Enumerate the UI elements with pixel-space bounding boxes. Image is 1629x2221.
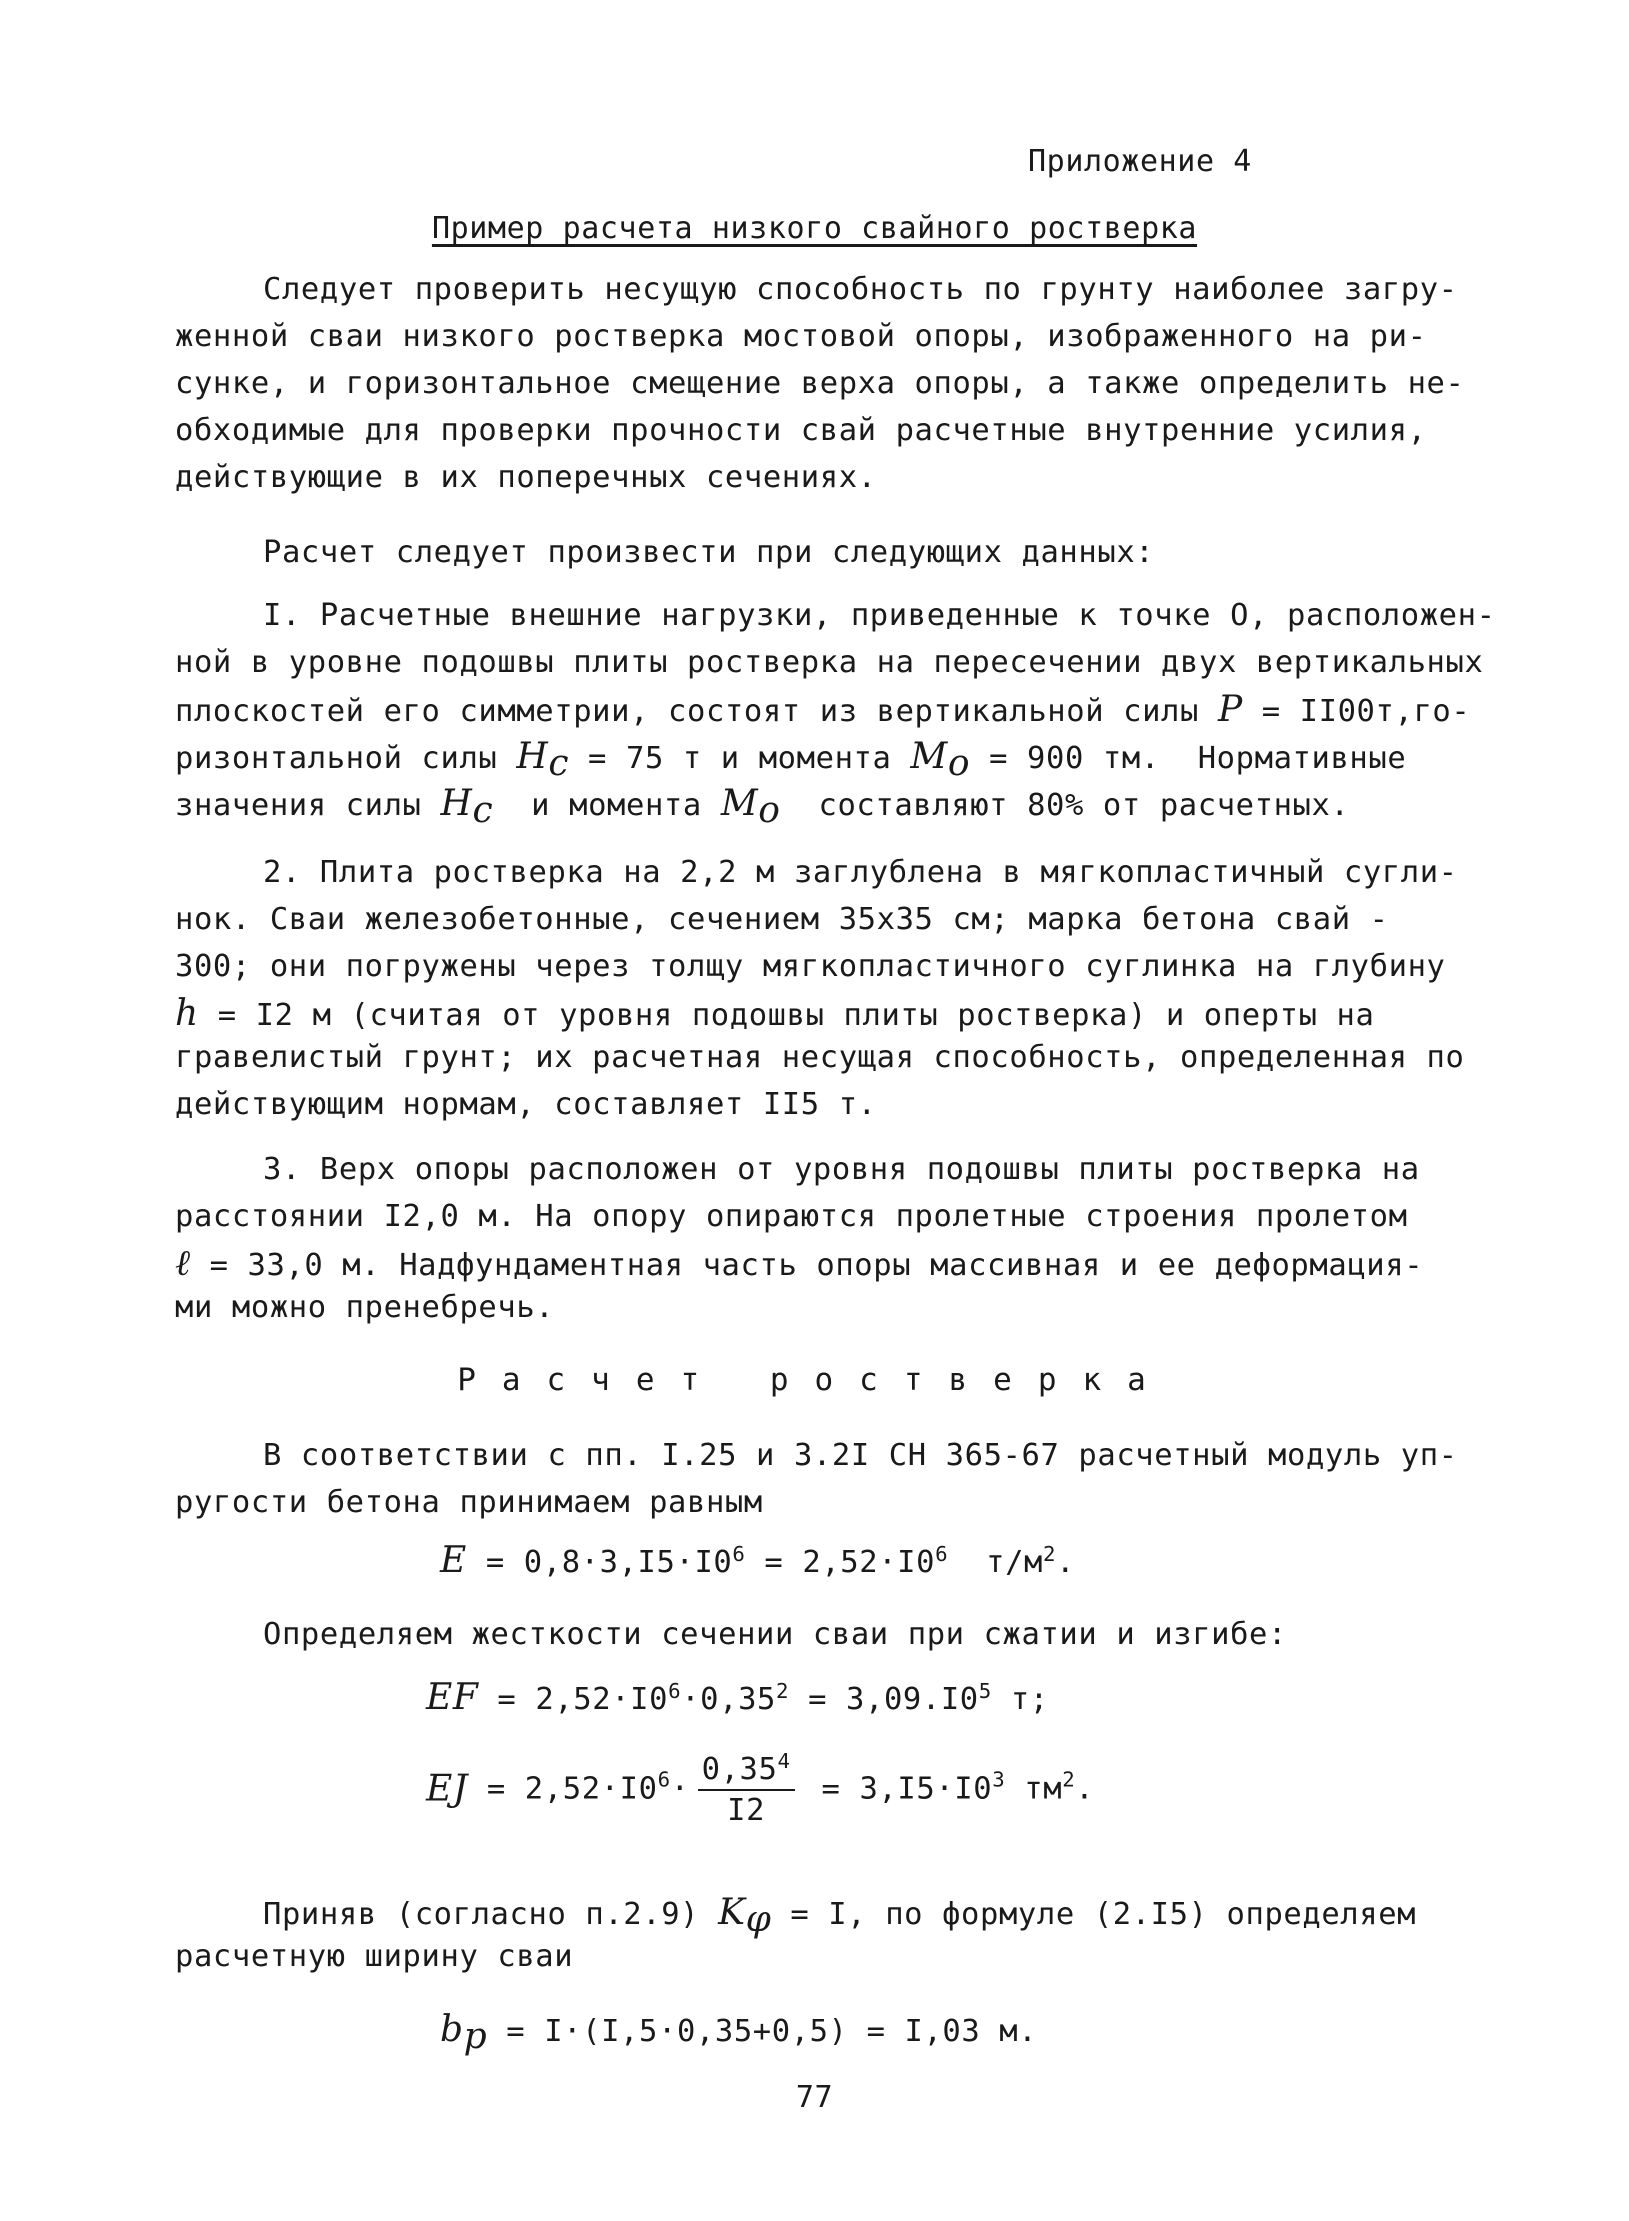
item1-line-2: ной в уровне подошвы плиты ростверка на пересечении двух вертикальных <box>175 645 1484 680</box>
item2-line-4: h = I2 м (считая от уровня подошвы плиты ростверка) и оперты на <box>175 993 1375 1034</box>
page-title-text: Пример расчета низкого свайного ростверка <box>431 211 1198 246</box>
intro-line-1: Следует проверить несущую способность по грунту наиболее загру- <box>263 272 1458 307</box>
item3-line-2: расстоянии I2,0 м. На опору опираются пролетные строения пролетом <box>175 1199 1408 1234</box>
page-number: 77 <box>795 2080 834 2115</box>
depth-h-symbol: h <box>175 993 199 1034</box>
item2-line-2: нок. Сваи железобетонные, сечением 35х35 см; марка бетона свай - <box>175 902 1389 937</box>
appendix-label: Приложение 4 <box>1028 144 1252 179</box>
intro-line-3: сунке, и горизонтальное смещение верха опоры, а также определить не- <box>175 366 1465 401</box>
calc-line-4: Приняв (согласно п.2.9) $K_\varphi = I$, по формуле (2.I5) определяем <box>263 1892 1417 1941</box>
item1-line-3: плоскостей его симметрии, состоят из вертикальной силы P = II00т,го- <box>175 689 1471 730</box>
equation-ef: EF = $2,52\cdot I0^6\cdot 0,35^2 = 3,09.I0^5$ т; <box>426 1677 1049 1718</box>
moment-m-symbol: M <box>910 736 948 777</box>
fraction: $\frac{0,35^4}{I2}$ <box>698 1750 795 1828</box>
item2-line-5: гравелистый грунт; их расчетная несущая способность, определенная по <box>175 1040 1465 1075</box>
equation-e: $E = 0,8\cdot 3,I5\cdot I0^6 = 2,52\cdot I0^6$ $т/м^2$. <box>440 1540 1076 1581</box>
item1-line-4: ризонтальной силы $H_c = 75$ т и момента $M_o = 900$ тм. Нормативные <box>175 736 1407 785</box>
force-p-symbol: P <box>1217 689 1243 730</box>
item2-line-1: 2. Плита ростверка на 2,2 м заглублена в мягкопластичный сугли- <box>263 855 1458 890</box>
section-heading: Расчет ростверка <box>457 1362 1172 1398</box>
calc-line-1: В соответствии с пп. I.25 и 3.2I СН 365-67 расчетный модуль уп- <box>263 1438 1458 1473</box>
item3-line-3: ℓ = 33,0 м. Надфундаментная часть опоры массивная и ее деформация- <box>175 1243 1424 1284</box>
intro-line-2: женной сваи низкого ростверка мостовой опоры, изображенного на ри- <box>175 319 1427 354</box>
item3-line-1: 3. Верх опоры расположен от уровня подошвы плиты ростверка на <box>263 1152 1420 1187</box>
intro-line-4: обходимые для проверки прочности свай расчетные внутренние усилия, <box>175 413 1427 448</box>
calc-line-2: ругости бетона принимаем равным <box>175 1485 763 1520</box>
item3-line-4: ми можно пренебречь. <box>175 1290 555 1325</box>
equation-ej: EJ = $2,52\cdot I0^6\cdot$ $\frac{0,35^4}{I2}$ = $3,I5\cdot I0^3$ $тм^2$. <box>426 1749 1095 1829</box>
item2-line-6: действующим нормам, составляет II5 т. <box>175 1087 877 1122</box>
data-intro: Расчет следует произвести при следующих данных: <box>263 535 1155 570</box>
item2-line-3: 300; они погружены через толщу мягкопластичного суглинка на глубину <box>175 949 1446 984</box>
coefficient-k-symbol: K <box>718 1892 746 1933</box>
calc-line-3: Определяем жесткости сечении сваи при сжатии и изгибе: <box>263 1617 1287 1652</box>
page-title <box>0 211 1629 246</box>
force-h-symbol: H <box>516 736 549 777</box>
span-l-symbol: ℓ <box>175 1243 191 1284</box>
equation-bp: $b_p = I\cdot(I,5\cdot 0,35+0,5) = I,03$ м. <box>440 2009 1038 2058</box>
calc-line-5: расчетную ширину сваи <box>175 1939 574 1974</box>
item1-line-5: значения силы $H_c$ и момента $M_o$ составляют 80% от расчетных. <box>175 783 1350 832</box>
intro-line-5: действующие в их поперечных сечениях. <box>175 460 877 495</box>
item1-line-1: I. Расчетные внешние нагрузки, приведенные к точке О, расположен- <box>263 598 1496 633</box>
